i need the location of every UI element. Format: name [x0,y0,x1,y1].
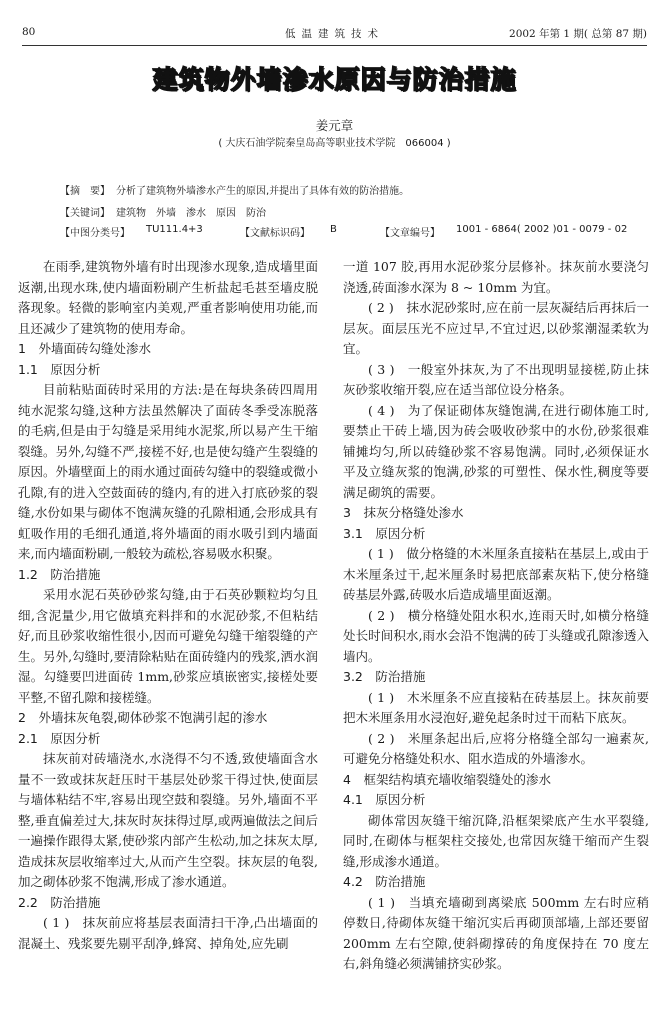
article-number-label: 【文章编号】 [380,228,440,239]
subsection-heading: 3.2 防治措施 [343,669,426,684]
subsection-heading: 4.1 原因分析 [343,792,426,807]
paragraph: ( 1 ) 木米厘条不应直接粘在砖基层上。抹灰前要把木米厘条用水浸泡好,避免起条时过干而粘下底灰。 [343,689,649,725]
intro-paragraph: 在雨季,建筑物外墙有时出现渗水现象,造成墙里面返潮,出现水珠,使内墙面粉刷产生析盐起毛甚至墙皮脱落现象。轻微的影响室内美观,严重者影响使用功能,而且还减少了建筑物的使用寿命。 [18,259,318,336]
paragraph: ( 1 ) 做分格缝的木米厘条直接粘在基层上,或由于木米厘条过干,起米厘条时易把底部素灰粘下,使分格缝砖基层外露,砖吸水后造成墙里面返潮。 [343,546,649,602]
section-heading: 3 抹灰分格缝处渗水 [343,505,464,520]
journal-name: 低温建筑技术 [285,28,384,40]
subsection-heading: 4.2 防治措施 [343,874,426,889]
paragraph-continued: 一道 107 胶,再用水泥砂浆分层修补。抹灰前水要浇匀浇透,砖面渗水深为 8 ~ 10mm 为宜。 [343,259,649,295]
section-heading: 2 外墙抹灰龟裂,砌体砂浆不饱满引起的渗水 [18,710,268,725]
issue-info: 2002 年第 1 期( 总第 87 期) [509,28,647,40]
paragraph: 抹灰前对砖墙浇水,水浇得不匀不透,致使墙面含水量不一致或抹灰赶压时干基层处砂浆干得过快,使面层与墙体粘结不牢,容易出现空鼓和裂缝。另外,墙面不平整,垂直偏差过大,抹灰时灰抹得过厚,或两遍做法之间后一遍操作跟得太紧,使砂浆内部产生松动,加之抹灰太厚,造成抹灰层收缩率过大,从而产生空裂。抹灰层的龟裂,加之砌体砂浆不饱满,形成了渗水通道。 [18,751,318,889]
abstract [60,182,639,197]
author-affiliation: ( 大庆石油学院秦皇岛高等职业技术学院 066004 ) [218,138,451,149]
left-column [18,257,318,954]
subsection-heading: 1.1 原因分析 [18,361,101,377]
paragraph: ( 1 ) 抹灰前应将基层表面清扫干净,凸出墙面的混凝土、残浆要先剔平刮净,蜂窝、掉角处,应先刷 [18,915,318,951]
section-heading: 4 框架结构填充墙收缩裂缝处的渗水 [343,771,551,787]
keywords-text: 建筑物 外墙 渗水 原因 防治 [116,208,266,219]
article-number-value: 1001 - 6864( 2002 )01 - 0079 - 02 [456,224,628,235]
doc-code-value: B [330,224,337,235]
keywords [60,204,639,219]
doc-code-label: 【文献标识码】 [240,228,310,239]
paragraph: ( 2 ) 抹水泥砂浆时,应在前一层灰凝结后再抹后一层灰。面层压光不应过早,不宜过迟,以砂浆潮湿柔软为宜。 [343,300,649,356]
running-head [22,26,647,42]
right-column [343,257,649,975]
article-title: 建筑物外墙渗水原因与防治措施 [152,65,517,94]
page-number: 80 [22,26,36,38]
subsection-heading: 2.2 防治措施 [18,894,101,910]
paragraph: 采用水泥石英砂砂浆勾缝,由于石英砂颗粒均匀且细,含泥量少,用它做填充料拌和的水泥砂浆,不但粘结好,而且砂浆收缩性很小,因而可避免勾缝干缩裂缝的产生。另外,勾缝时,要清除粘贴在面砖缝内的残浆,洒水润湿。勾缝要凹进面砖 1mm,砂浆应填嵌密实,接槎处要平整,不留孔隙和接槎缝。 [18,587,318,705]
subsection-heading: 2.1 原因分析 [18,730,101,746]
paragraph: ( 2 ) 横分格缝处阻水积水,连雨天时,如横分格缝处长时间积水,雨水会沿不饱满的砖丁头缝或孔隙渗透入墙内。 [343,607,649,664]
abstract-label: 【摘 要】 [60,186,110,197]
clc-value: TU111.4+3 [146,224,203,235]
section-heading: 1 外墙面砖勾缝处渗水 [18,341,151,356]
paragraph: ( 4 ) 为了保证砌体灰缝饱满,在进行砌体施工时,要禁止干砖上墙,因为砖会吸收砂浆中的水份,砂浆很难铺摊均匀,所以砖缝砂浆不容易饱满。同时,必须保证水平及立缝灰浆的饱满,砂浆的可塑性、保水性,稠度等要满足砌筑的需要。 [343,402,649,500]
paragraph: 砌体常因灰缝干缩沉降,沿框架梁底产生水平裂缝,同时,在砌体与框架柱交接处,也常因灰缝干缩而产生裂缝,形成渗水通道。 [343,812,649,869]
paragraph: ( 3 ) 一般室外抹灰,为了不出现明显接槎,防止抹灰砂浆收缩开裂,应在适当部位设分格条。 [343,361,649,397]
author-name: 姜元章 [315,118,354,133]
subsection-heading: 1.2 防治措施 [18,566,101,582]
paragraph: ( 2 ) 米厘条起出后,应将分格缝全部勾一遍素灰,可避免分格缝处积水、阻水造成的外墙渗水。 [343,730,649,766]
keywords-label: 【关键词】 [60,208,110,219]
clc-label: 【中图分类号】 [60,228,130,239]
abstract-text: 分析了建筑物外墙渗水产生的原因,并提出了具体有效的防治措施。 [116,186,410,197]
paragraph: 目前粘贴面砖时采用的方法:是在每块条砖四周用纯水泥浆勾缝,这种方法虽然解决了面砖冬季受冻脱落的毛病,但是由于勾缝是采用纯水泥浆,所以易产生干缩裂缝。另外,勾缝不严,接槎不好,也是使勾缝产生裂缝的原因。外墙壁面上的雨水通过面砖勾缝中的裂缝或微小孔隙,有的进入空鼓面砖的缝内,有的进入打底砂浆的裂缝,水份如果与砌体不饱满灰缝的孔隙相通,会形成具有虹吸作用的毛细孔通道,将外墙面的雨水吸引到内墙面来,而内墙面粉刷,一般较为疏松,容易吸水积聚。 [18,382,319,561]
paragraph: ( 1 ) 当填充墙砌到离梁底 500mm 左右时应稍停数日,待砌体灰缝干缩沉实后再砌顶部墙,上部还要留 200mm 左右空隙,使斜砌撑砖的角度保持在 70 度左右,斜角缝必须满铺挤实砂浆。 [343,894,649,971]
header-rule [22,45,647,46]
subsection-heading: 3.1 原因分析 [343,525,426,541]
